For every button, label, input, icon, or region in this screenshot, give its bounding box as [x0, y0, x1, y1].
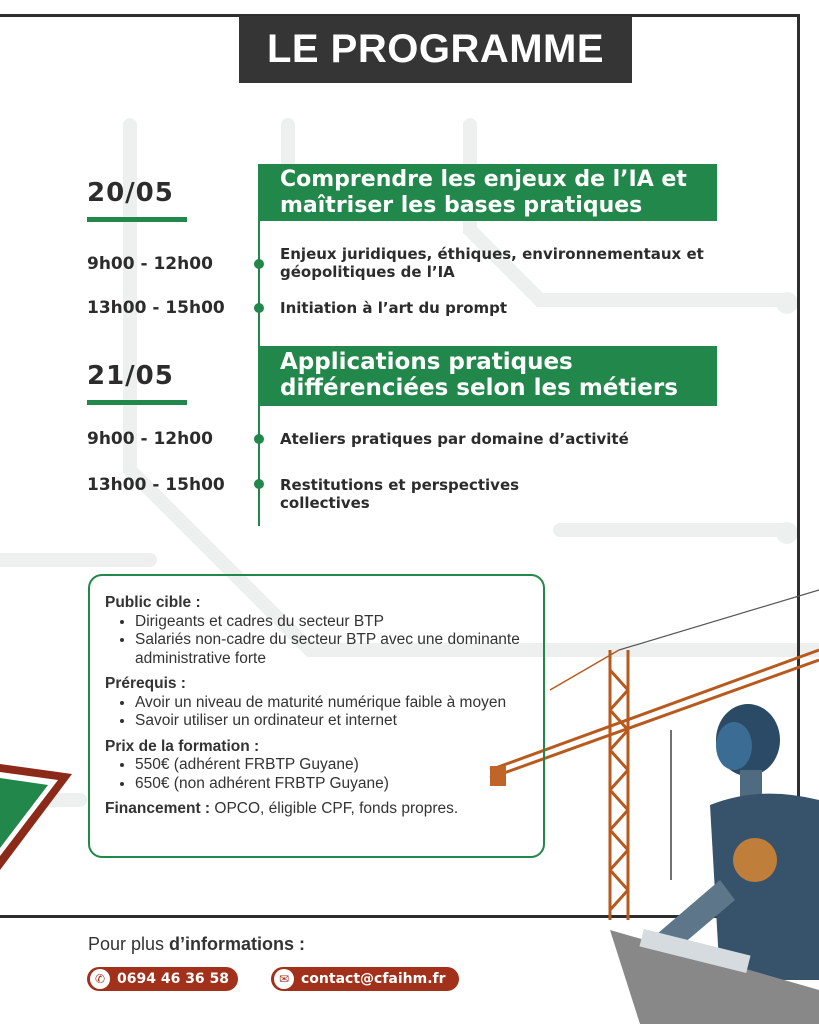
- session-dot: [254, 434, 264, 444]
- day2-date-underline: [87, 400, 187, 405]
- list-item: • Salariés non-cadre du secteur BTP avec une dominante administrative forte: [135, 631, 529, 668]
- day2-heading: [258, 346, 717, 406]
- email-address: contact@cfaihm.fr: [301, 971, 446, 987]
- session-dot: [254, 303, 264, 313]
- day1-session2-time: 13h00 - 15h00: [87, 298, 225, 318]
- day1-session1-time: 9h00 - 12h00: [87, 254, 213, 274]
- day2-session1-time: 9h00 - 12h00: [87, 429, 213, 449]
- page-title: LE PROGRAMME: [239, 16, 632, 83]
- list-item: • 550€ (adhérent FRBTP Guyane): [135, 756, 529, 775]
- mail-icon: ✉: [274, 969, 294, 989]
- topic-line: Enjeux juridiques, éthiques, environnementaux et: [280, 245, 704, 263]
- funding-label: Financement :: [105, 800, 211, 817]
- day1-session1-topic: [280, 245, 704, 281]
- day1-date: 20/05: [87, 178, 174, 208]
- public-list: [105, 613, 529, 669]
- info-box: [88, 574, 545, 858]
- list-item: • Savoir utiliser un ordinateur et internet: [135, 712, 529, 731]
- topic-line: Restitutions et perspectives: [280, 476, 520, 494]
- day2-session2-time: 13h00 - 15h00: [87, 475, 225, 495]
- phone-pill[interactable]: [87, 967, 238, 991]
- public-title: Public cible :: [105, 594, 201, 611]
- day2-heading-line2: différenciées selon les métiers: [280, 375, 678, 401]
- day1-heading: [258, 164, 717, 221]
- day1-heading-line2: maîtriser les bases pratiques: [280, 193, 643, 218]
- day2-session2-topic: [280, 476, 519, 512]
- day2-timeline: [258, 406, 260, 526]
- day2-session1-topic: Ateliers pratiques par domaine d’activité: [280, 430, 629, 448]
- more-prefix: Pour plus: [88, 934, 170, 954]
- price-title: Prix de la formation :: [105, 737, 260, 755]
- funding-line: [105, 800, 529, 819]
- list-item: • 650€ (non adhérent FRBTP Guyane): [135, 775, 529, 794]
- list-item: • Dirigeants et cadres du secteur BTP: [135, 613, 529, 632]
- green-triangle-decoration: [0, 752, 80, 872]
- topic-line: collectives: [280, 494, 370, 512]
- funding-text: OPCO, éligible CPF, fonds propres.: [210, 800, 459, 817]
- email-pill[interactable]: [271, 967, 459, 991]
- session-dot: [254, 479, 264, 489]
- day1-session2-topic: Initiation à l’art du prompt: [280, 299, 508, 317]
- prereq-list: [105, 694, 529, 731]
- session-dot: [254, 259, 264, 269]
- more-info-text: [88, 934, 305, 955]
- day1-date-underline: [87, 217, 187, 222]
- day1-timeline: [258, 221, 260, 347]
- day2-heading-line1: Applications pratiques: [280, 349, 573, 375]
- more-bold: d’informations :: [169, 934, 306, 954]
- price-list: [105, 756, 529, 793]
- day2-date: 21/05: [87, 361, 174, 391]
- topic-line: géopolitiques de l’IA: [280, 263, 455, 281]
- phone-icon: ✆: [90, 969, 110, 989]
- prereq-title: Prérequis :: [105, 675, 186, 692]
- list-item: • Avoir un niveau de maturité numérique faible à moyen: [135, 694, 529, 713]
- day1-heading-line1: Comprendre les enjeux de l’IA et: [280, 167, 687, 192]
- phone-number: 0694 46 36 58: [117, 971, 230, 987]
